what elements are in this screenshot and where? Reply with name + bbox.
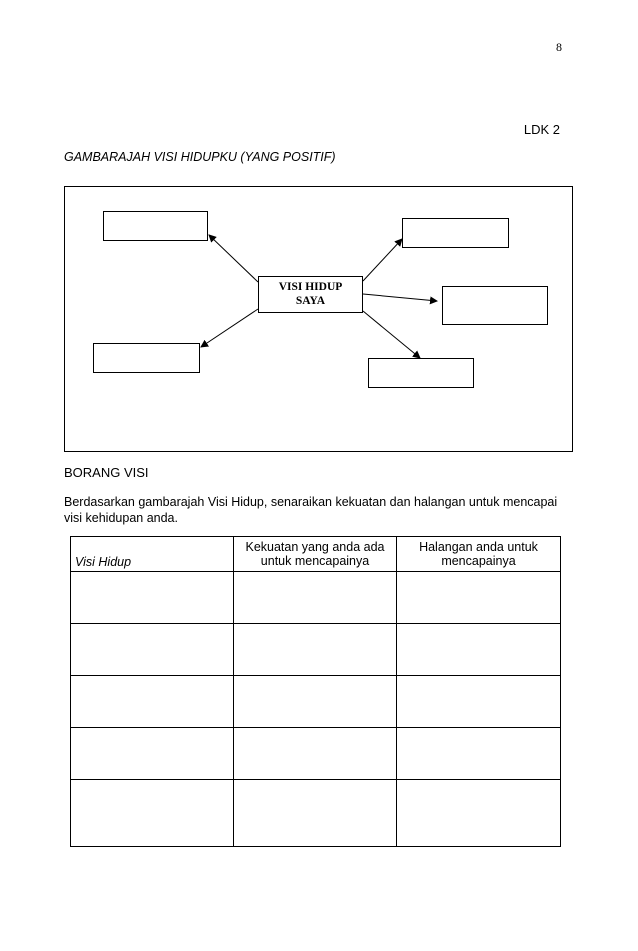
vision-box-top-right (402, 218, 509, 248)
cell-visi-hidup[interactable] (71, 780, 234, 847)
cell-kekuatan[interactable] (234, 676, 397, 728)
table-row (71, 572, 561, 624)
page-number: 8 (556, 40, 562, 54)
arrow-right (363, 294, 437, 301)
center-box-line-2: SAYA (295, 295, 326, 307)
vision-form-table (70, 536, 561, 847)
table-header-row (71, 537, 561, 572)
cell-halangan[interactable] (397, 780, 561, 847)
cell-visi-hidup[interactable] (71, 572, 234, 624)
center-box-visi-hidup (258, 276, 363, 313)
vision-box-top-left (103, 211, 208, 241)
cell-halangan[interactable] (397, 624, 561, 676)
instructions-text: Berdasarkan gambarajah Visi Hidup, senaraikan kekuatan dan halangan untuk mencapai visi kehidupan anda. (64, 495, 558, 525)
cell-halangan[interactable] (397, 572, 561, 624)
cell-kekuatan[interactable] (234, 780, 397, 847)
vision-box-bottom-left (93, 343, 200, 373)
diagram-title: GAMBARAJAH VISI HIDUPKU (YANG POSITIF) (64, 150, 336, 164)
table-row (71, 624, 561, 676)
table-row (71, 728, 561, 780)
cell-visi-hidup[interactable] (71, 728, 234, 780)
cell-kekuatan[interactable] (234, 624, 397, 676)
arrow-bottom-left (201, 309, 258, 347)
vision-box-right (442, 286, 548, 325)
table-row (71, 676, 561, 728)
cell-kekuatan[interactable] (234, 728, 397, 780)
cell-halangan[interactable] (397, 728, 561, 780)
arrow-top-left (209, 235, 258, 282)
center-box-line-1: VISI HIDUP (278, 281, 343, 293)
cell-kekuatan[interactable] (234, 572, 397, 624)
header-visi-hidup: Visi Hidup (71, 537, 234, 572)
header-kekuatan: Kekuatan yang anda ada untuk mencapainya (234, 537, 397, 572)
header-halangan: Halangan anda untuk mencapainya (397, 537, 561, 572)
cell-visi-hidup[interactable] (71, 676, 234, 728)
cell-visi-hidup[interactable] (71, 624, 234, 676)
arrow-bottom-right (363, 311, 420, 358)
table-row (71, 780, 561, 847)
ldk-label: LDK 2 (523, 122, 560, 137)
vision-box-bottom-right (368, 358, 474, 388)
arrow-top-right (363, 239, 402, 281)
cell-halangan[interactable] (397, 676, 561, 728)
section-heading: BORANG VISI (64, 465, 149, 480)
vision-diagram (64, 186, 573, 452)
